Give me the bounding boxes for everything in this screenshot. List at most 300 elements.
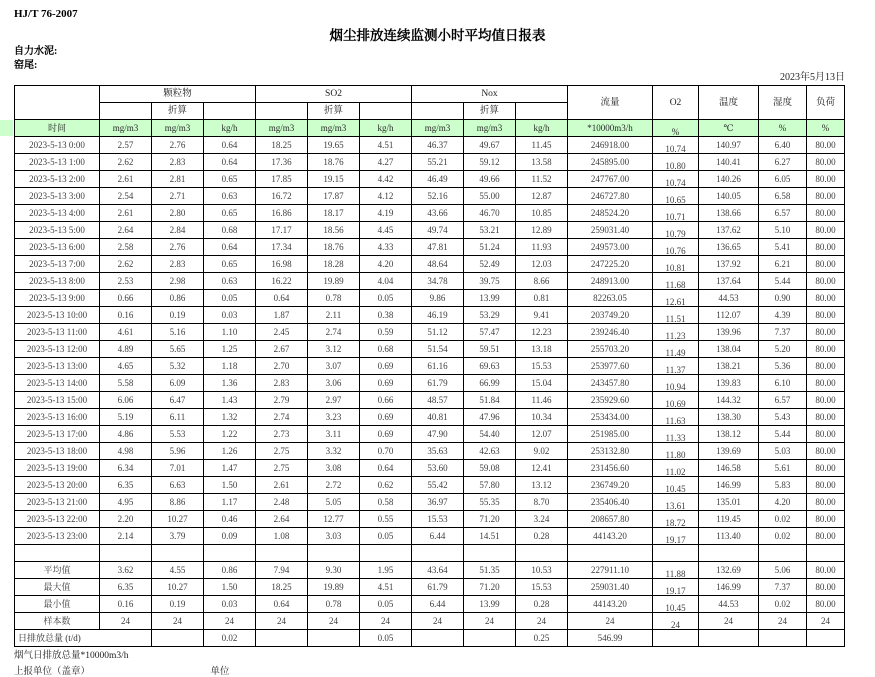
daily-total-cell	[759, 630, 807, 647]
value-cell: 5.44	[759, 273, 807, 290]
value-cell: 144.32	[699, 392, 759, 409]
value-cell: 47.81	[412, 239, 464, 256]
value-cell: 6.11	[152, 409, 204, 426]
spacer-cell	[256, 545, 308, 562]
value-cell: 13.99	[464, 596, 516, 613]
value-cell: 2.70	[256, 358, 308, 375]
daily-total-label: 日排放总量 (t/d)	[15, 630, 152, 647]
value-cell: 2.67	[256, 341, 308, 358]
value-cell: 1.18	[204, 358, 256, 375]
value-cell: 5.61	[759, 460, 807, 477]
value-cell: 46.49	[412, 171, 464, 188]
value-cell: 0.69	[360, 375, 412, 392]
value-cell: 4.27	[360, 154, 412, 171]
value-cell: 10.81	[653, 256, 699, 273]
value-cell: 80.00	[807, 290, 845, 307]
value-cell: 80.00	[807, 222, 845, 239]
unit-header: kg/h	[516, 120, 568, 137]
value-cell: 6.35	[100, 579, 152, 596]
time-cell: 2023-5-13 22:00	[15, 511, 100, 528]
value-cell: 1.17	[204, 494, 256, 511]
daily-total-cell: 0.25	[516, 630, 568, 647]
table-row	[15, 409, 845, 426]
value-cell: 146.99	[699, 477, 759, 494]
value-cell: 146.99	[699, 579, 759, 596]
group-header-nox: Nox	[412, 86, 568, 103]
value-cell: 0.81	[516, 290, 568, 307]
value-cell: 59.12	[464, 154, 516, 171]
value-cell: 80.00	[807, 562, 845, 579]
unit-header: kg/h	[204, 120, 256, 137]
spacer-cell	[204, 545, 256, 562]
value-cell: 80.00	[807, 154, 845, 171]
value-cell: 0.66	[360, 392, 412, 409]
corner-cell	[15, 86, 100, 120]
value-cell: 2.57	[100, 137, 152, 154]
value-cell: 80.00	[807, 579, 845, 596]
value-cell: 2.64	[256, 511, 308, 528]
value-cell: 6.63	[152, 477, 204, 494]
value-cell: 9.41	[516, 307, 568, 324]
value-cell: 80.00	[807, 392, 845, 409]
value-cell: 7.01	[152, 460, 204, 477]
value-cell: 2.54	[100, 188, 152, 205]
time-cell: 2023-5-13 15:00	[15, 392, 100, 409]
value-cell: 8.70	[516, 494, 568, 511]
value-cell: 1.50	[204, 477, 256, 494]
value-cell: 10.27	[152, 579, 204, 596]
value-cell: 2.62	[100, 256, 152, 273]
value-cell: 5.43	[759, 409, 807, 426]
value-cell: 13.18	[516, 341, 568, 358]
value-cell: 2.48	[256, 494, 308, 511]
value-cell: 5.44	[759, 426, 807, 443]
value-cell: 2.79	[256, 392, 308, 409]
value-cell: 2.72	[308, 477, 360, 494]
subheader-so2-converted: 折算	[308, 103, 360, 120]
value-cell: 44.53	[699, 596, 759, 613]
value-cell: 61.79	[412, 579, 464, 596]
table-row	[15, 477, 845, 494]
value-cell: 11.33	[653, 426, 699, 443]
value-cell: 1.26	[204, 443, 256, 460]
time-cell: 2023-5-13 16:00	[15, 409, 100, 426]
value-cell: 52.49	[464, 256, 516, 273]
value-cell: 119.45	[699, 511, 759, 528]
value-cell: 3.06	[308, 375, 360, 392]
subheader-pm-rate	[204, 103, 256, 120]
value-cell: 5.19	[100, 409, 152, 426]
value-cell: 0.86	[152, 290, 204, 307]
spacer-cell	[100, 545, 152, 562]
value-cell: 13.12	[516, 477, 568, 494]
value-cell: 5.41	[759, 239, 807, 256]
value-cell: 2.83	[152, 154, 204, 171]
unit-header: ℃	[699, 120, 759, 137]
value-cell: 6.44	[412, 528, 464, 545]
value-cell: 11.52	[516, 171, 568, 188]
value-cell: 2.45	[256, 324, 308, 341]
value-cell: 0.03	[204, 596, 256, 613]
value-cell: 11.88	[653, 562, 699, 579]
table-row	[15, 222, 845, 239]
value-cell: 245895.00	[568, 154, 653, 171]
value-cell: 12.03	[516, 256, 568, 273]
value-cell: 0.65	[204, 171, 256, 188]
value-cell: 139.96	[699, 324, 759, 341]
value-cell: 140.05	[699, 188, 759, 205]
value-cell: 24	[152, 613, 204, 630]
value-cell: 137.62	[699, 222, 759, 239]
value-cell: 15.53	[516, 358, 568, 375]
daily-total-cell	[152, 630, 204, 647]
value-cell: 9.30	[308, 562, 360, 579]
value-cell: 3.23	[308, 409, 360, 426]
value-cell: 0.70	[360, 443, 412, 460]
value-cell: 80.00	[807, 358, 845, 375]
value-cell: 44143.20	[568, 596, 653, 613]
time-cell: 2023-5-13 7:00	[15, 256, 100, 273]
value-cell: 248913.00	[568, 273, 653, 290]
value-cell: 44.53	[699, 290, 759, 307]
value-cell: 12.07	[516, 426, 568, 443]
value-cell: 17.36	[256, 154, 308, 171]
value-cell: 55.35	[464, 494, 516, 511]
value-cell: 5.32	[152, 358, 204, 375]
value-cell: 24	[360, 613, 412, 630]
header-humidity: 湿度	[759, 86, 807, 120]
value-cell: 0.78	[308, 596, 360, 613]
value-cell: 24	[568, 613, 653, 630]
value-cell: 10.94	[653, 375, 699, 392]
company-label: 自力水泥:	[14, 46, 58, 57]
value-cell: 4.42	[360, 171, 412, 188]
value-cell: 24	[699, 613, 759, 630]
unit-header: kg/h	[360, 120, 412, 137]
time-cell: 2023-5-13 10:00	[15, 307, 100, 324]
value-cell: 140.26	[699, 171, 759, 188]
time-cell: 2023-5-13 6:00	[15, 239, 100, 256]
value-cell: 19.15	[308, 171, 360, 188]
value-cell: 4.65	[100, 358, 152, 375]
value-cell: 0.78	[308, 290, 360, 307]
header-flow: 流量	[568, 86, 653, 120]
value-cell: 12.41	[516, 460, 568, 477]
value-cell: 46.70	[464, 205, 516, 222]
value-cell: 19.89	[308, 579, 360, 596]
time-cell: 2023-5-13 18:00	[15, 443, 100, 460]
table-row	[15, 171, 845, 188]
row-highlight-strip	[0, 120, 13, 136]
value-cell: 24	[464, 613, 516, 630]
value-cell: 42.63	[464, 443, 516, 460]
table-row	[15, 443, 845, 460]
value-cell: 5.65	[152, 341, 204, 358]
value-cell: 51.54	[412, 341, 464, 358]
value-cell: 1.47	[204, 460, 256, 477]
value-cell: 6.35	[100, 477, 152, 494]
value-cell: 0.05	[204, 290, 256, 307]
value-cell: 10.74	[653, 137, 699, 154]
value-cell: 3.62	[100, 562, 152, 579]
value-cell: 80.00	[807, 171, 845, 188]
value-cell: 11.46	[516, 392, 568, 409]
value-cell: 36.97	[412, 494, 464, 511]
spacer-cell	[568, 545, 653, 562]
value-cell: 10.80	[653, 154, 699, 171]
value-cell: 80.00	[807, 375, 845, 392]
value-cell: 80.00	[807, 460, 845, 477]
value-cell: 57.80	[464, 477, 516, 494]
header-o2: O2	[653, 86, 699, 120]
value-cell: 11.63	[653, 409, 699, 426]
subheader-pm-converted: 折算	[152, 103, 204, 120]
value-cell: 80.00	[807, 494, 845, 511]
value-cell: 0.65	[204, 205, 256, 222]
value-cell: 55.00	[464, 188, 516, 205]
value-cell: 251985.00	[568, 426, 653, 443]
value-cell: 2.75	[256, 443, 308, 460]
value-cell: 80.00	[807, 137, 845, 154]
value-cell: 53.29	[464, 307, 516, 324]
value-cell: 243457.80	[568, 375, 653, 392]
value-cell: 19.17	[653, 579, 699, 596]
value-cell: 138.21	[699, 358, 759, 375]
daily-total-row	[15, 630, 845, 647]
value-cell: 208657.80	[568, 511, 653, 528]
value-cell: 1.25	[204, 341, 256, 358]
value-cell: 48.57	[412, 392, 464, 409]
value-cell: 3.03	[308, 528, 360, 545]
value-cell: 6.21	[759, 256, 807, 273]
value-cell: 24	[412, 613, 464, 630]
value-cell: 2.80	[152, 205, 204, 222]
value-cell: 80.00	[807, 426, 845, 443]
value-cell: 2.84	[152, 222, 204, 239]
value-cell: 2.98	[152, 273, 204, 290]
value-cell: 0.38	[360, 307, 412, 324]
value-cell: 82263.05	[568, 290, 653, 307]
value-cell: 80.00	[807, 239, 845, 256]
value-cell: 0.46	[204, 511, 256, 528]
time-cell: 2023-5-13 17:00	[15, 426, 100, 443]
value-cell: 7.37	[759, 324, 807, 341]
footer-unit-label: 单位	[210, 667, 230, 677]
stat-row	[15, 579, 845, 596]
time-cell: 2023-5-13 8:00	[15, 273, 100, 290]
value-cell: 0.03	[204, 307, 256, 324]
value-cell: 4.51	[360, 137, 412, 154]
value-cell: 1.43	[204, 392, 256, 409]
value-cell: 5.36	[759, 358, 807, 375]
value-cell: 18.56	[308, 222, 360, 239]
value-cell: 5.06	[759, 562, 807, 579]
value-cell: 9.02	[516, 443, 568, 460]
value-cell: 0.65	[204, 256, 256, 273]
subheader-nox-converted: 折算	[464, 103, 516, 120]
value-cell: 46.19	[412, 307, 464, 324]
value-cell: 7.94	[256, 562, 308, 579]
value-cell: 34.78	[412, 273, 464, 290]
time-cell: 2023-5-13 12:00	[15, 341, 100, 358]
stat-row	[15, 596, 845, 613]
value-cell: 66.99	[464, 375, 516, 392]
value-cell: 3.12	[308, 341, 360, 358]
daily-total-cell: 0.05	[360, 630, 412, 647]
value-cell: 17.85	[256, 171, 308, 188]
value-cell: 2.76	[152, 137, 204, 154]
footer-report-unit-label: 上报单位（盖章）	[14, 667, 91, 677]
stat-label: 最大值	[15, 579, 100, 596]
value-cell: 0.64	[204, 137, 256, 154]
value-cell: 4.12	[360, 188, 412, 205]
value-cell: 6.44	[412, 596, 464, 613]
value-cell: 2.71	[152, 188, 204, 205]
table-row	[15, 188, 845, 205]
value-cell: 0.19	[152, 307, 204, 324]
stat-label: 样本数	[15, 613, 100, 630]
value-cell: 1.87	[256, 307, 308, 324]
value-cell: 17.87	[308, 188, 360, 205]
value-cell: 6.34	[100, 460, 152, 477]
value-cell: 24	[256, 613, 308, 630]
value-cell: 61.79	[412, 375, 464, 392]
value-cell: 16.22	[256, 273, 308, 290]
value-cell: 4.19	[360, 205, 412, 222]
value-cell: 18.25	[256, 579, 308, 596]
spacer-row	[15, 545, 845, 562]
value-cell: 24	[807, 613, 845, 630]
group-header-pm: 颗粒物	[100, 86, 256, 103]
value-cell: 16.72	[256, 188, 308, 205]
value-cell: 235406.40	[568, 494, 653, 511]
table-row	[15, 256, 845, 273]
value-cell: 140.41	[699, 154, 759, 171]
table-row	[15, 392, 845, 409]
time-cell: 2023-5-13 9:00	[15, 290, 100, 307]
value-cell: 248524.20	[568, 205, 653, 222]
value-cell: 4.45	[360, 222, 412, 239]
value-cell: 80.00	[807, 528, 845, 545]
value-cell: 6.10	[759, 375, 807, 392]
report-date: 2023年5月13日	[780, 72, 845, 83]
value-cell: 5.83	[759, 477, 807, 494]
value-cell: 15.53	[412, 511, 464, 528]
unit-header: mg/m3	[412, 120, 464, 137]
spacer-cell	[464, 545, 516, 562]
table-row	[15, 154, 845, 171]
value-cell: 5.05	[308, 494, 360, 511]
value-cell: 0.86	[204, 562, 256, 579]
unit-header: %	[653, 120, 699, 137]
value-cell: 2.74	[256, 409, 308, 426]
value-cell: 7.37	[759, 579, 807, 596]
value-cell: 2.73	[256, 426, 308, 443]
value-cell: 54.40	[464, 426, 516, 443]
value-cell: 0.59	[360, 324, 412, 341]
value-cell: 10.27	[152, 511, 204, 528]
value-cell: 3.79	[152, 528, 204, 545]
value-cell: 15.04	[516, 375, 568, 392]
value-cell: 137.64	[699, 273, 759, 290]
value-cell: 0.58	[360, 494, 412, 511]
value-cell: 13.99	[464, 290, 516, 307]
value-cell: 19.17	[653, 528, 699, 545]
value-cell: 13.61	[653, 494, 699, 511]
stat-row	[15, 562, 845, 579]
value-cell: 55.21	[412, 154, 464, 171]
value-cell: 51.35	[464, 562, 516, 579]
time-cell: 2023-5-13 19:00	[15, 460, 100, 477]
value-cell: 140.97	[699, 137, 759, 154]
value-cell: 2.61	[100, 171, 152, 188]
value-cell: 11.45	[516, 137, 568, 154]
value-cell: 0.02	[759, 596, 807, 613]
value-cell: 71.20	[464, 579, 516, 596]
value-cell: 2.76	[152, 239, 204, 256]
value-cell: 4.98	[100, 443, 152, 460]
table-row	[15, 494, 845, 511]
value-cell: 0.90	[759, 290, 807, 307]
standard-code: HJ/T 76-2007	[14, 8, 78, 20]
value-cell: 1.08	[256, 528, 308, 545]
value-cell: 16.86	[256, 205, 308, 222]
value-cell: 112.07	[699, 307, 759, 324]
value-cell: 5.03	[759, 443, 807, 460]
value-cell: 14.51	[464, 528, 516, 545]
value-cell: 80.00	[807, 324, 845, 341]
value-cell: 4.61	[100, 324, 152, 341]
value-cell: 0.64	[204, 154, 256, 171]
value-cell: 39.75	[464, 273, 516, 290]
time-cell: 2023-5-13 4:00	[15, 205, 100, 222]
time-cell: 2023-5-13 11:00	[15, 324, 100, 341]
value-cell: 259031.40	[568, 579, 653, 596]
value-cell: 80.00	[807, 596, 845, 613]
value-cell: 47.96	[464, 409, 516, 426]
value-cell: 24	[204, 613, 256, 630]
value-cell: 0.69	[360, 358, 412, 375]
spacer-cell	[807, 545, 845, 562]
daily-total-cell	[807, 630, 845, 647]
value-cell: 138.04	[699, 341, 759, 358]
value-cell: 0.05	[360, 290, 412, 307]
value-cell: 2.83	[152, 256, 204, 273]
spacer-cell	[653, 545, 699, 562]
time-cell: 2023-5-13 1:00	[15, 154, 100, 171]
value-cell: 80.00	[807, 477, 845, 494]
value-cell: 69.63	[464, 358, 516, 375]
value-cell: 253977.60	[568, 358, 653, 375]
value-cell: 4.20	[360, 256, 412, 273]
value-cell: 231456.60	[568, 460, 653, 477]
value-cell: 235929.60	[568, 392, 653, 409]
value-cell: 146.58	[699, 460, 759, 477]
value-cell: 12.61	[653, 290, 699, 307]
table-row	[15, 460, 845, 477]
value-cell: 0.05	[360, 596, 412, 613]
value-cell: 4.95	[100, 494, 152, 511]
value-cell: 0.02	[759, 511, 807, 528]
value-cell: 19.65	[308, 137, 360, 154]
value-cell: 4.04	[360, 273, 412, 290]
value-cell: 113.40	[699, 528, 759, 545]
value-cell: 0.55	[360, 511, 412, 528]
subheader-so2-rate	[360, 103, 412, 120]
value-cell: 5.16	[152, 324, 204, 341]
value-cell: 1.36	[204, 375, 256, 392]
value-cell: 6.58	[759, 188, 807, 205]
